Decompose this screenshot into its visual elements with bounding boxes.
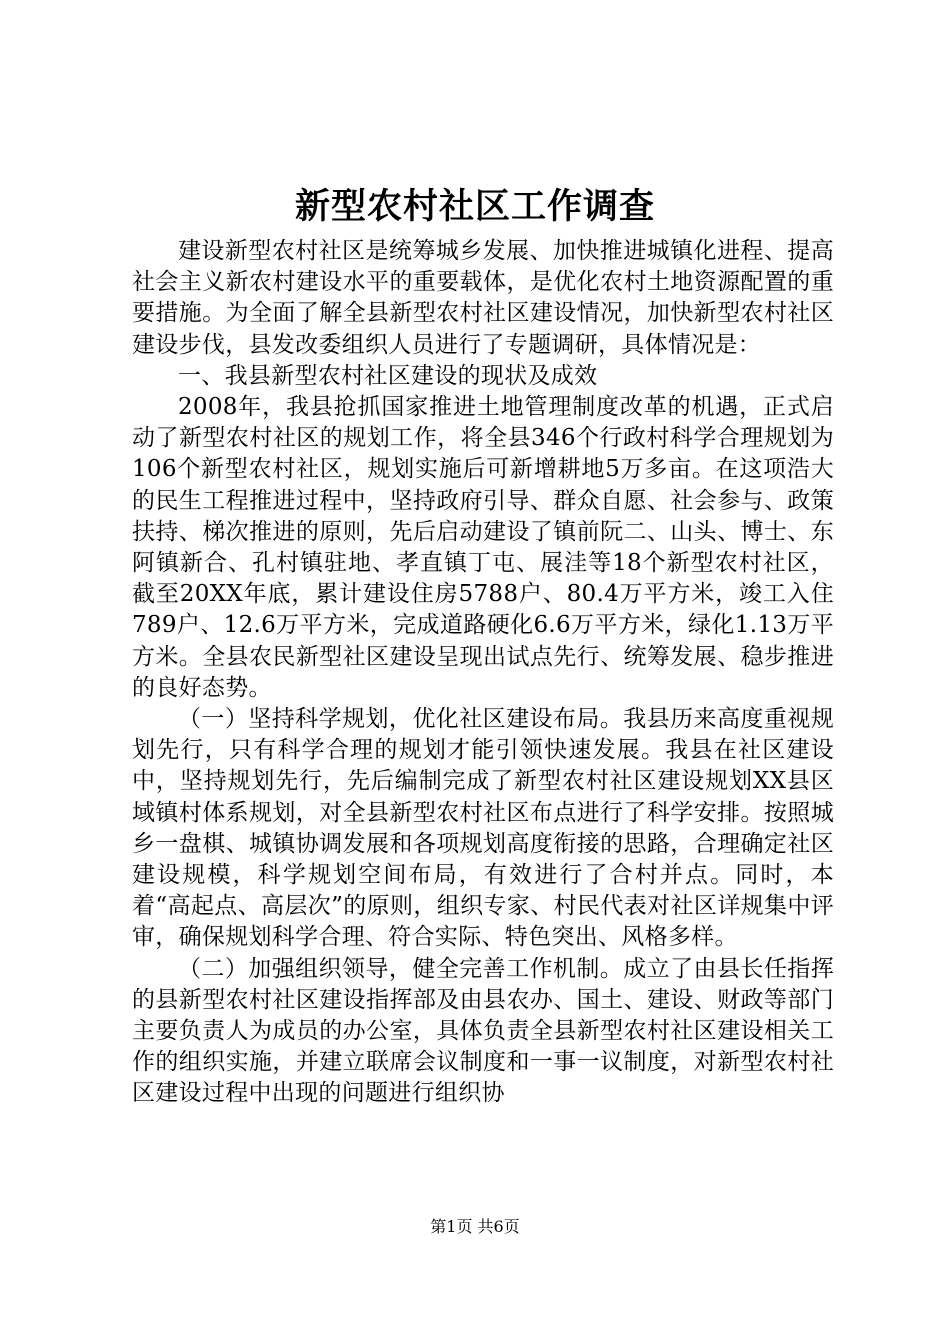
paragraph-intro: 建设新型农村社区是统筹城乡发展、加快推进城镇化进程、提高社会主义新农村建设水平的重要载体，是优化农村土地资源配置的重要措施。为全面了解全县新型农村社区建设情况，加快新型农村社区建设步伐，县发改委组织人员进行了专题调研，具体情况是： (132, 238, 834, 358)
paragraph-status: 2008年，我县抢抓国家推进土地管理制度改革的机遇，正式启动了新型农村社区的规划工作，将全县346个行政村科学合理规划为106个新型农村社区，规划实施后可新增耕地5万多亩。在这项浩大的民生工程推进过程中，坚持政府引导、群众自愿、社会参与、政策扶持、梯次推进的原则，先后启动建设了镇前阮二、山头、博士、东阿镇新合、孔村镇驻地、孝直镇丁屯、展洼等18个新型农村社区，截至20XX年底，累计建设住房5788户、80.4万平方米，竣工入住789户、12.6万平方米，完成道路硬化6.6万平方米，绿化1.13万平方米。全县农民新型社区建设呈现出试点先行、统筹发展、稳步推进的良好态势。 (132, 394, 834, 701)
paragraph-planning: （一）坚持科学规划，优化社区建设布局。我县历来高度重视规划先行，只有科学合理的规划才能引领快速发展。我县在社区建设中，坚持规划先行，先后编制完成了新型农村社区建设规划XX县区域镇村体系规划，对全县新型农村社区布点进行了科学安排。按照城乡一盘棋、城镇协调发展和各项规划高度衔接的思路，合理确定社区建设规模，科学规划空间布局，有效进行了合村并点。同时，本着“高起点、高层次”的原则，组织专家、村民代表对社区详规集中评审，确保规划科学合理、符合实际、特色突出、风格多样。 (132, 706, 834, 951)
page-number-footer: 第1页 共6页 (430, 1217, 520, 1236)
document-title: 新型农村社区工作调查 (294, 186, 655, 227)
document-body (132, 236, 834, 1110)
paragraph-organization: （二）加强组织领导，健全完善工作机制。成立了由县长任指挥的县新型农村社区建设指挥部及由县农办、国土、建设、财政等部门主要负责人为成员的办公室，具体负责全县新型农村社区建设相关工作的组织实施，并建立联席会议制度和一事一议制度，对新型农村社区建设过程中出现的问题进行组织协 (132, 955, 834, 1107)
section-heading-1: 一、我县新型农村社区建设的现状及成效 (178, 362, 598, 389)
